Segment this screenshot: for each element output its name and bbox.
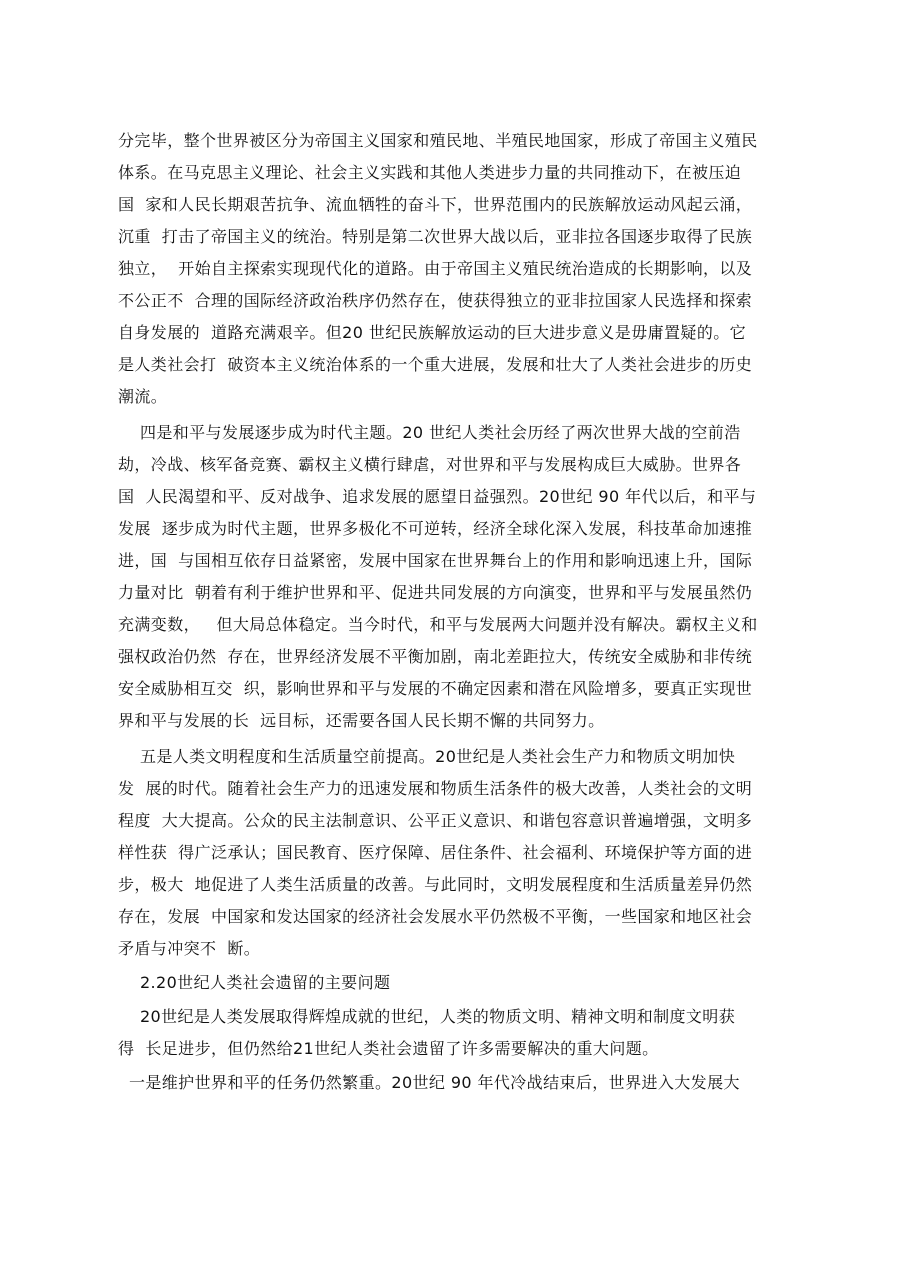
text-line: 安全威胁相互交 织，影响世界和平与发展的不确定因素和潜在风险增多，要真正实现世 <box>118 679 753 698</box>
text-line: 分完毕，整个世界被区分为帝国主义国家和殖民地、半殖民地国家，形成了帝国主义殖民 <box>118 131 758 150</box>
text-line: 国 人民渴望和平、反对战争、追求发展的愿望日益强烈。20世纪 90 年代以后，和平与 <box>118 487 757 506</box>
text-line: 四是和平与发展逐步成为时代主题。20 世纪人类社会历经了两次世界大战的空前浩 <box>118 423 741 442</box>
text-line: 力量对比 朝着有利于维护世界和平、促进共同发展的方向演变，世界和平与发展虽然仍 <box>118 583 753 602</box>
text-line: 发 展的时代。随着社会生产力的迅速发展和物质生活条件的极大改善，人类社会的文明 <box>118 779 753 798</box>
text-line: 一是维护世界和平的任务仍然繁重。20世纪 90 年代冷战结束后，世界进入大发展大 <box>118 1073 740 1092</box>
text-line: 五是人类文明程度和生活质量空前提高。20世纪是人类社会生产力和物质文明加快 <box>118 747 736 766</box>
text-line: 自身发展的 道路充满艰辛。但20 世纪民族解放运动的巨大进步意义是毋庸置疑的。它 <box>118 323 747 342</box>
text-line: 20世纪是人类发展取得辉煌成就的世纪，人类的物质文明、精神文明和制度文明获 <box>118 1007 736 1026</box>
text-line: 存在，发展 中国家和发达国家的经济社会发展水平仍然极不平衡，一些国家和地区社会 <box>118 907 753 926</box>
text-line: 劫，冷战、核军备竞赛、霸权主义横行肆虐，对世界和平与发展构成巨大威胁。世界各 <box>118 455 742 474</box>
text-line: 进，国 与国相互依存日益紧密，发展中国家在世界舞台上的作用和影响迅速上升，国际 <box>118 551 753 570</box>
text-line: 得 长足进步，但仍然给21世纪人类社会遗留了许多需要解决的重大问题。 <box>118 1039 659 1058</box>
text-line: 国 家和人民长期艰苦抗争、流血牺牲的奋斗下，世界范围内的民族解放运动风起云涌， <box>118 195 753 214</box>
text-line: 矛盾与冲突不 断。 <box>118 939 261 958</box>
text-line: 是人类社会打 破资本主义统治体系的一个重大进展，发展和壮大了人类社会进步的历史 <box>118 355 753 374</box>
text-line: 充满变数， 但大局总体稳定。当今时代，和平与发展两大问题并没有解决。霸权主义和 <box>118 615 758 634</box>
text-line: 程度 大大提高。公众的民主法制意识、公平正义意识、和谐包容意识普遍增强，文明多 <box>118 811 753 830</box>
text-line: 潮流。 <box>118 387 168 406</box>
text-line: 步，极大 地促进了人类生活质量的改善。与此同时，文明发展程度和生活质量差异仍然 <box>118 875 753 894</box>
text-line: 体系。在马克思主义理论、社会主义实践和其他人类进步力量的共同推动下，在被压迫 <box>118 163 742 182</box>
text-line: 强权政治仍然 存在，世界经济发展不平衡加剧，南北差距拉大，传统安全威胁和非传统 <box>118 647 753 666</box>
text-line: 发展 逐步成为时代主题，世界多极化不可逆转，经济全球化深入发展，科技革命加速推 <box>118 519 753 538</box>
text-line: 沉重 打击了帝国主义的统治。特别是第二次世界大战以后，亚非拉各国逐步取得了民族 <box>118 227 753 246</box>
text-line: 样性获 得广泛承认；国民教育、医疗保障、居住条件、社会福利、环境保护等方面的进 <box>118 843 753 862</box>
text-line: 独立， 开始自主探索实现现代化的道路。由于帝国主义殖民统治造成的长期影响，以及 <box>118 259 753 278</box>
section-heading: 2.20世纪人类社会遗留的主要问题 <box>118 973 391 992</box>
text-line: 界和平与发展的长 远目标，还需要各国人民长期不懈的共同努力。 <box>118 711 605 730</box>
text-line: 不公正不 合理的国际经济政治秩序仍然存在，使获得独立的亚非拉国家人民选择和探索 <box>118 291 753 310</box>
